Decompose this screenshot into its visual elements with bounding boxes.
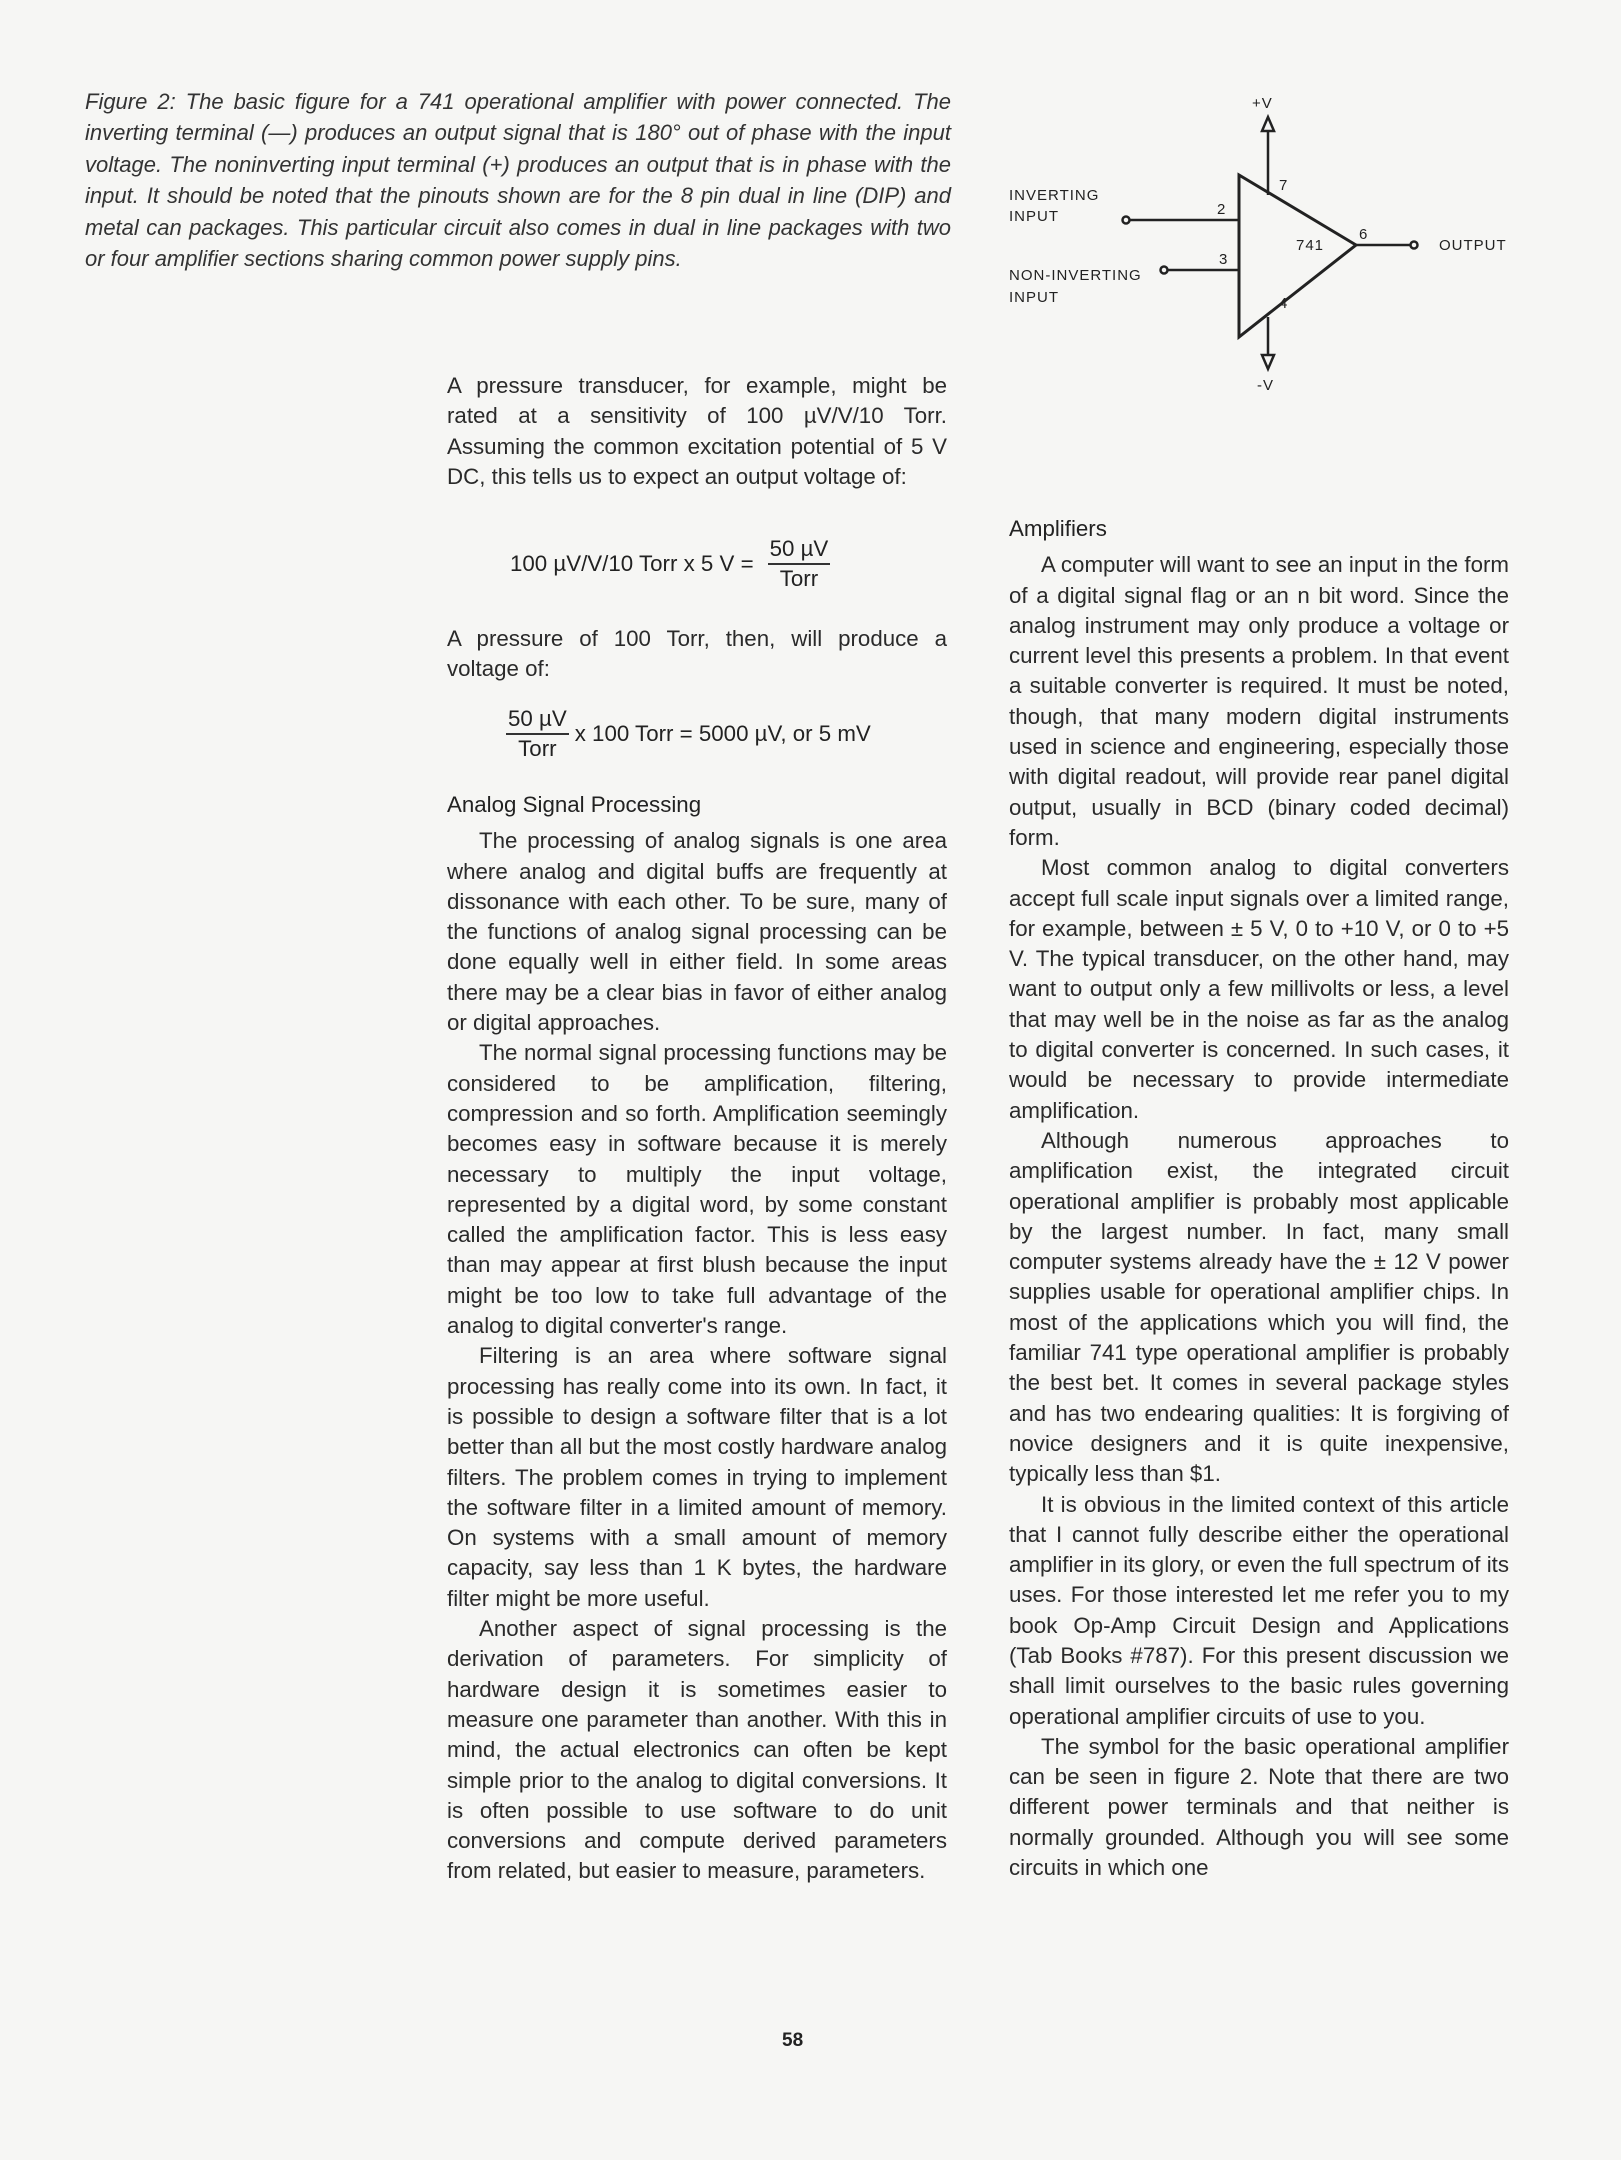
plus-v-arrow-icon bbox=[1262, 117, 1274, 131]
noninverting-label: NON-INVERTING bbox=[1009, 267, 1142, 284]
paragraph: It is obvious in the limited context of this article that I cannot fully describe either the operational amplifier in its glory, or even the full spectrum of its uses. For those interested let me refer you to my book Op-Amp Circuit Design and Applications (Tab Books #787). For this present discussion we shall limit ourselves to the basic rules governing operational amplifier circuits of use to you. bbox=[1009, 1491, 1509, 1729]
paragraph: The symbol for the basic operational amplifier can be seen in figure 2. Note that there are two different power terminals and that neither is normally grounded. Although you will see some circuits in which one bbox=[1009, 1733, 1509, 1881]
noninverting-terminal-icon bbox=[1161, 267, 1168, 274]
section-heading: Amplifiers bbox=[1009, 516, 1107, 541]
inverting-label-2: INPUT bbox=[1009, 208, 1059, 225]
section-heading: Analog Signal Processing bbox=[447, 792, 702, 817]
left-column-part-3 bbox=[447, 790, 947, 1887]
pin-3-label: 3 bbox=[1219, 251, 1229, 268]
pin-2-label: 2 bbox=[1217, 201, 1227, 218]
equation-numerator: 50 µV bbox=[768, 535, 831, 565]
equation-2 bbox=[506, 705, 871, 763]
inverting-terminal-icon bbox=[1123, 217, 1130, 224]
output-terminal-icon bbox=[1411, 242, 1418, 249]
page-number: 58 bbox=[782, 2030, 804, 2051]
pin-7-label: 7 bbox=[1279, 177, 1289, 194]
chip-label: 741 bbox=[1296, 237, 1325, 254]
figure-caption: Figure 2: The basic figure for a 741 operational amplifier with power connected. The inverting terminal (—) produces an output signal that is 180° out of phase with the input voltage. The noninverting input terminal (+) produces an output that is in phase with the input. It should be noted that the pinouts shown are for the 8 pin dual in line (DIP) and metal can packages. This particular circuit also comes in dual in line packages with two or four amplifier sections sharing common power supply pins. bbox=[85, 89, 951, 272]
paragraph: Most common analog to digital converters accept full scale input signals over a limited range, for example, between ± 5 V, 0 to +10 V, or 0 to +5 V. The typical transducer, on the other hand, may want to output only a few millivolts or less, a level that may well be in the noise as far as the analog to digital converter is concerned. In such cases, it would be necessary to provide intermediate amplification. bbox=[1009, 855, 1509, 1123]
noninverting-label-2: INPUT bbox=[1009, 289, 1059, 306]
minus-v-label: -V bbox=[1257, 377, 1274, 394]
paragraph: Although numerous approaches to amplification exist, the integrated circuit operational amplifier is probably most applicable by the largest number. In fact, many small computer systems already have the ± 12 V power supplies usable for operational amplifier chips. In most of the applications which you will find, the familiar 741 type operational amplifier is probably the best bet. It comes in several package styles and has two endearing qualities: It is forgiving of novice designers and it is quite inexpensive, typically less than $1. bbox=[1009, 1127, 1509, 1487]
paragraph: A computer will want to see an input in the form of a digital signal flag or an n bit word. Since the analog instrument may only produce a voltage or current level this presents a problem. In that event a suitable converter is required. It must be noted, though, that many modern digital instruments used in science and engineering, especially those with digital readout, will provide rear panel digital output, usually in BCD (binary coded decimal) form. bbox=[1009, 552, 1509, 850]
equation-denominator: Torr bbox=[779, 566, 819, 591]
pin-6-label: 6 bbox=[1359, 226, 1369, 243]
right-column bbox=[1009, 514, 1509, 1883]
output-label: OUTPUT bbox=[1439, 237, 1507, 254]
paragraph: Filtering is an area where software signal processing has really come into its own. In fact, it is possible to design a software filter that is a lot better than all but the most costly hardware analog filters. The problem comes in trying to implement the software filter in a limited amount of memory. On systems with a small amount of memory capacity, say less than 1 K bytes, the hardware filter might be more useful. bbox=[447, 1343, 947, 1611]
paragraph: The processing of analog signals is one area where analog and digital buffs are frequently at dissonance with each other. To be sure, many of the functions of analog signal processing can be done equally well in either field. In some areas there may be a clear bias in favor of either analog or digital approaches. bbox=[447, 828, 947, 1036]
left-column-part-2 bbox=[447, 624, 947, 685]
equation-1 bbox=[510, 535, 836, 593]
equation-denominator: Torr bbox=[518, 736, 557, 761]
pin-4-label: 4 bbox=[1279, 295, 1289, 312]
plus-v-label: +V bbox=[1252, 95, 1273, 112]
op-amp-diagram bbox=[0, 0, 1621, 420]
paragraph: The normal signal processing functions may be considered to be amplification, filtering, compression and so forth. Amplification seemingly becomes easy in software because it is merely necessary to multiply the input voltage, represented by a digital word, by some constant called the amplification factor. This is less easy than may appear at first blush because the input might be too low to take full advantage of the analog to digital converter's range. bbox=[447, 1040, 947, 1339]
paragraph: A pressure transducer, for example, might be rated at a sensitivity of 100 µV/V/10 Torr. Assuming the common excitation potential of 5 V DC, this tells us to expect an output voltage of: bbox=[447, 373, 947, 489]
inverting-label: INVERTING bbox=[1009, 187, 1100, 204]
paragraph: A pressure of 100 Torr, then, will produce a voltage of: bbox=[447, 626, 947, 682]
paragraph: Another aspect of signal processing is the derivation of parameters. For simplicity of hardware design it is sometimes easier to measure one parameter than another. With this in mind, the actual electronics can often be kept simple prior to the analog to digital conversions. It is often possible to use software to do unit conversions and compute derived parameters from related, but easier to measure, parameters. bbox=[447, 1616, 947, 1884]
left-column bbox=[447, 371, 947, 492]
equation-numerator: 50 µV bbox=[506, 705, 569, 735]
op-amp-triangle bbox=[1239, 175, 1356, 337]
equation-rhs: x 100 Torr = 5000 µV, or 5 mV bbox=[574, 721, 871, 746]
equation-lhs: 100 µV/V/10 Torr x 5 V = bbox=[510, 551, 754, 576]
minus-v-arrow-icon bbox=[1262, 355, 1274, 369]
